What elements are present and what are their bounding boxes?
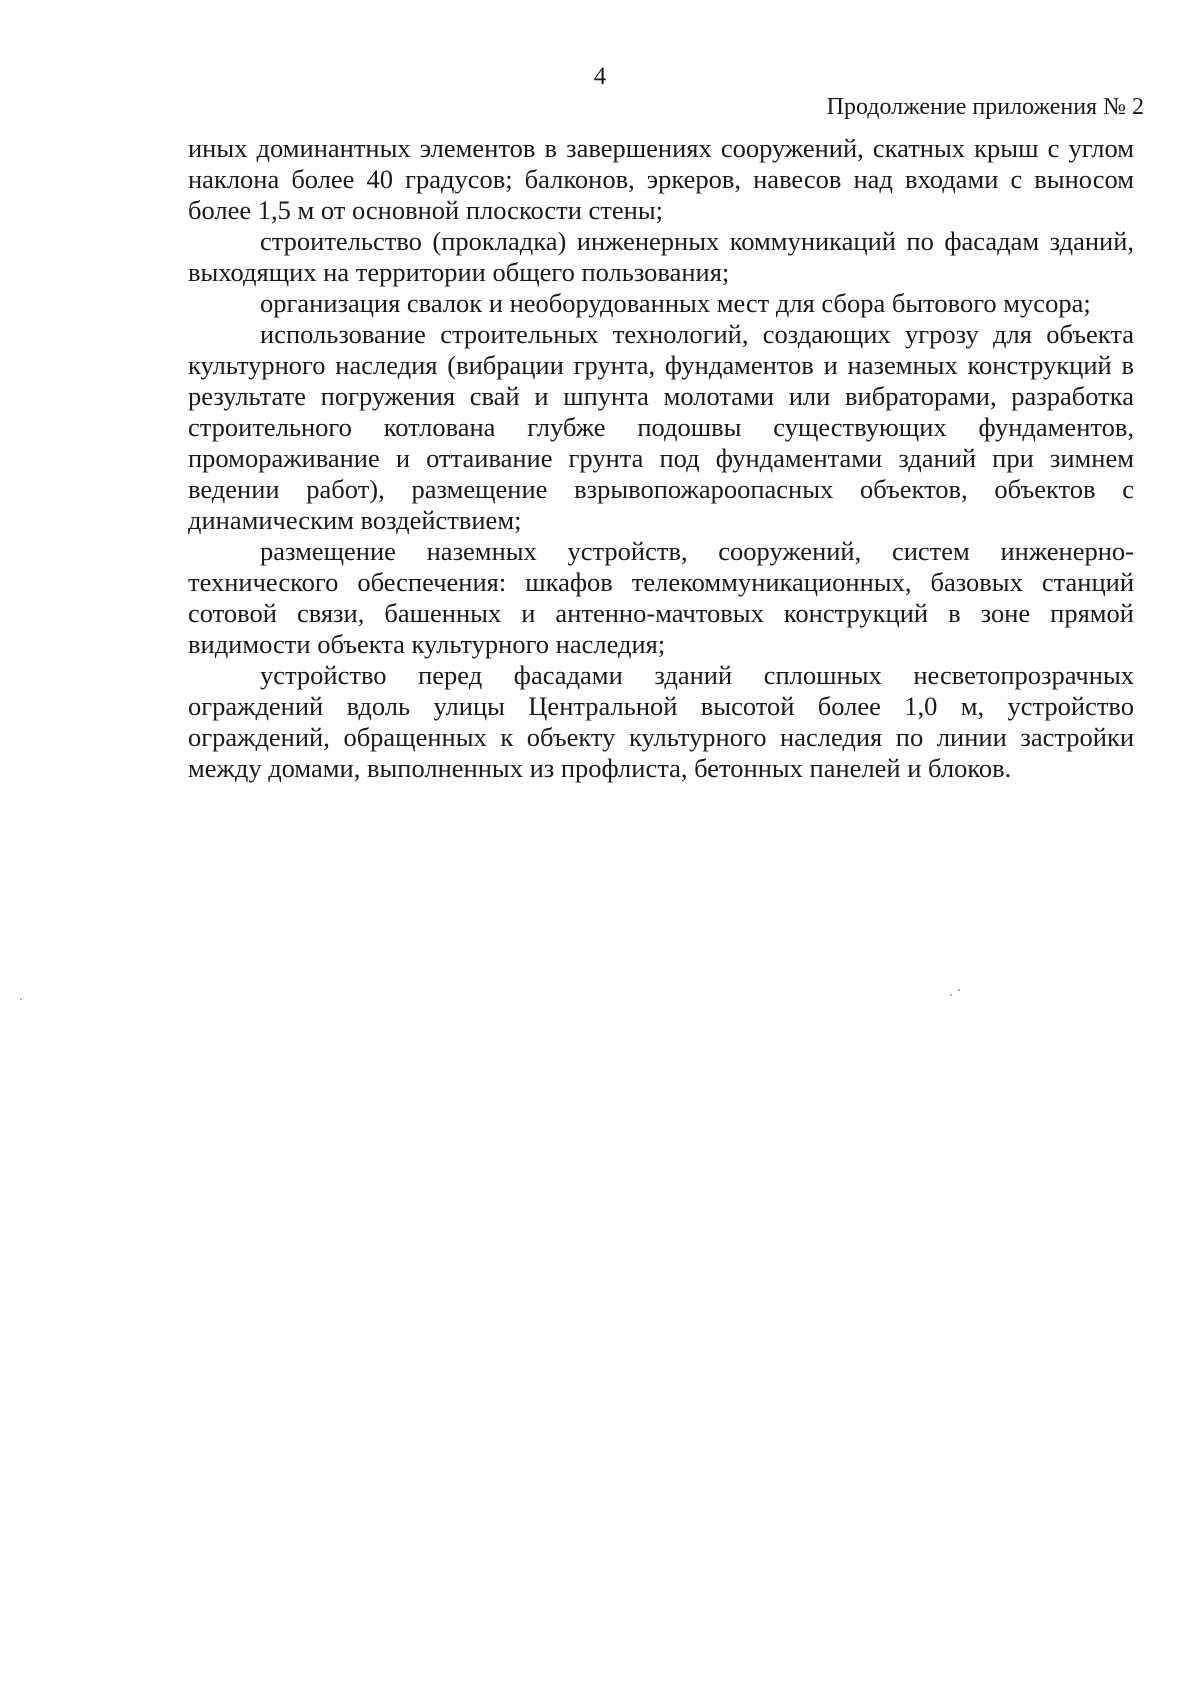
document-body (188, 133, 1134, 784)
paragraph: использование строительных технологий, создающих угрозу для объекта культурного наследия (вибрации грунта, фундаментов и наземных конструкций в результате погружения свай и шпунта молотами или вибраторами, разработка строительного котлована глубже подошвы существующих фундаментов, промораживание и оттаивание грунта под фундаментами зданий при зимнем ведении работ), размещение взрывопожароопасных объектов, объектов с динамическим воздействием; (188, 319, 1134, 535)
page-number: 4 (593, 63, 607, 90)
paragraph: устройство перед фасадами зданий сплошных несветопрозрачных ограждений вдоль улицы Центральной высотой более 1,0 м, устройство ограждений, обращенных к объекту культурного наследия по линии застройки между домами, выполненных из профлиста, бетонных панелей и блоков. (188, 660, 1134, 783)
paragraph: иных доминантных элементов в завершениях сооружений, скатных крыш с углом наклона более 40 градусов; балконов, эркеров, навесов над входами с выносом более 1,5 м от основной плоскости стены; (188, 133, 1134, 225)
paragraph: организация свалок и необорудованных мест для сбора бытового мусора; (260, 288, 1091, 318)
continuation-note: Продолжение приложения № 2 (826, 94, 1144, 120)
scan-speck (958, 989, 960, 991)
paragraph: размещение наземных устройств, сооружений, систем инженерно-технического обеспечения: шкафов телекоммуникационных, базовых станций сотовой связи, башенных и антенно-мачтовых конструкций в зоне прямой видимости объекта культурного наследия; (188, 536, 1134, 659)
paragraph: строительство (прокладка) инженерных коммуникаций по фасадам зданий, выходящих на территории общего пользования; (188, 226, 1134, 287)
scan-speck (20, 998, 22, 1000)
scan-speck (950, 994, 952, 996)
